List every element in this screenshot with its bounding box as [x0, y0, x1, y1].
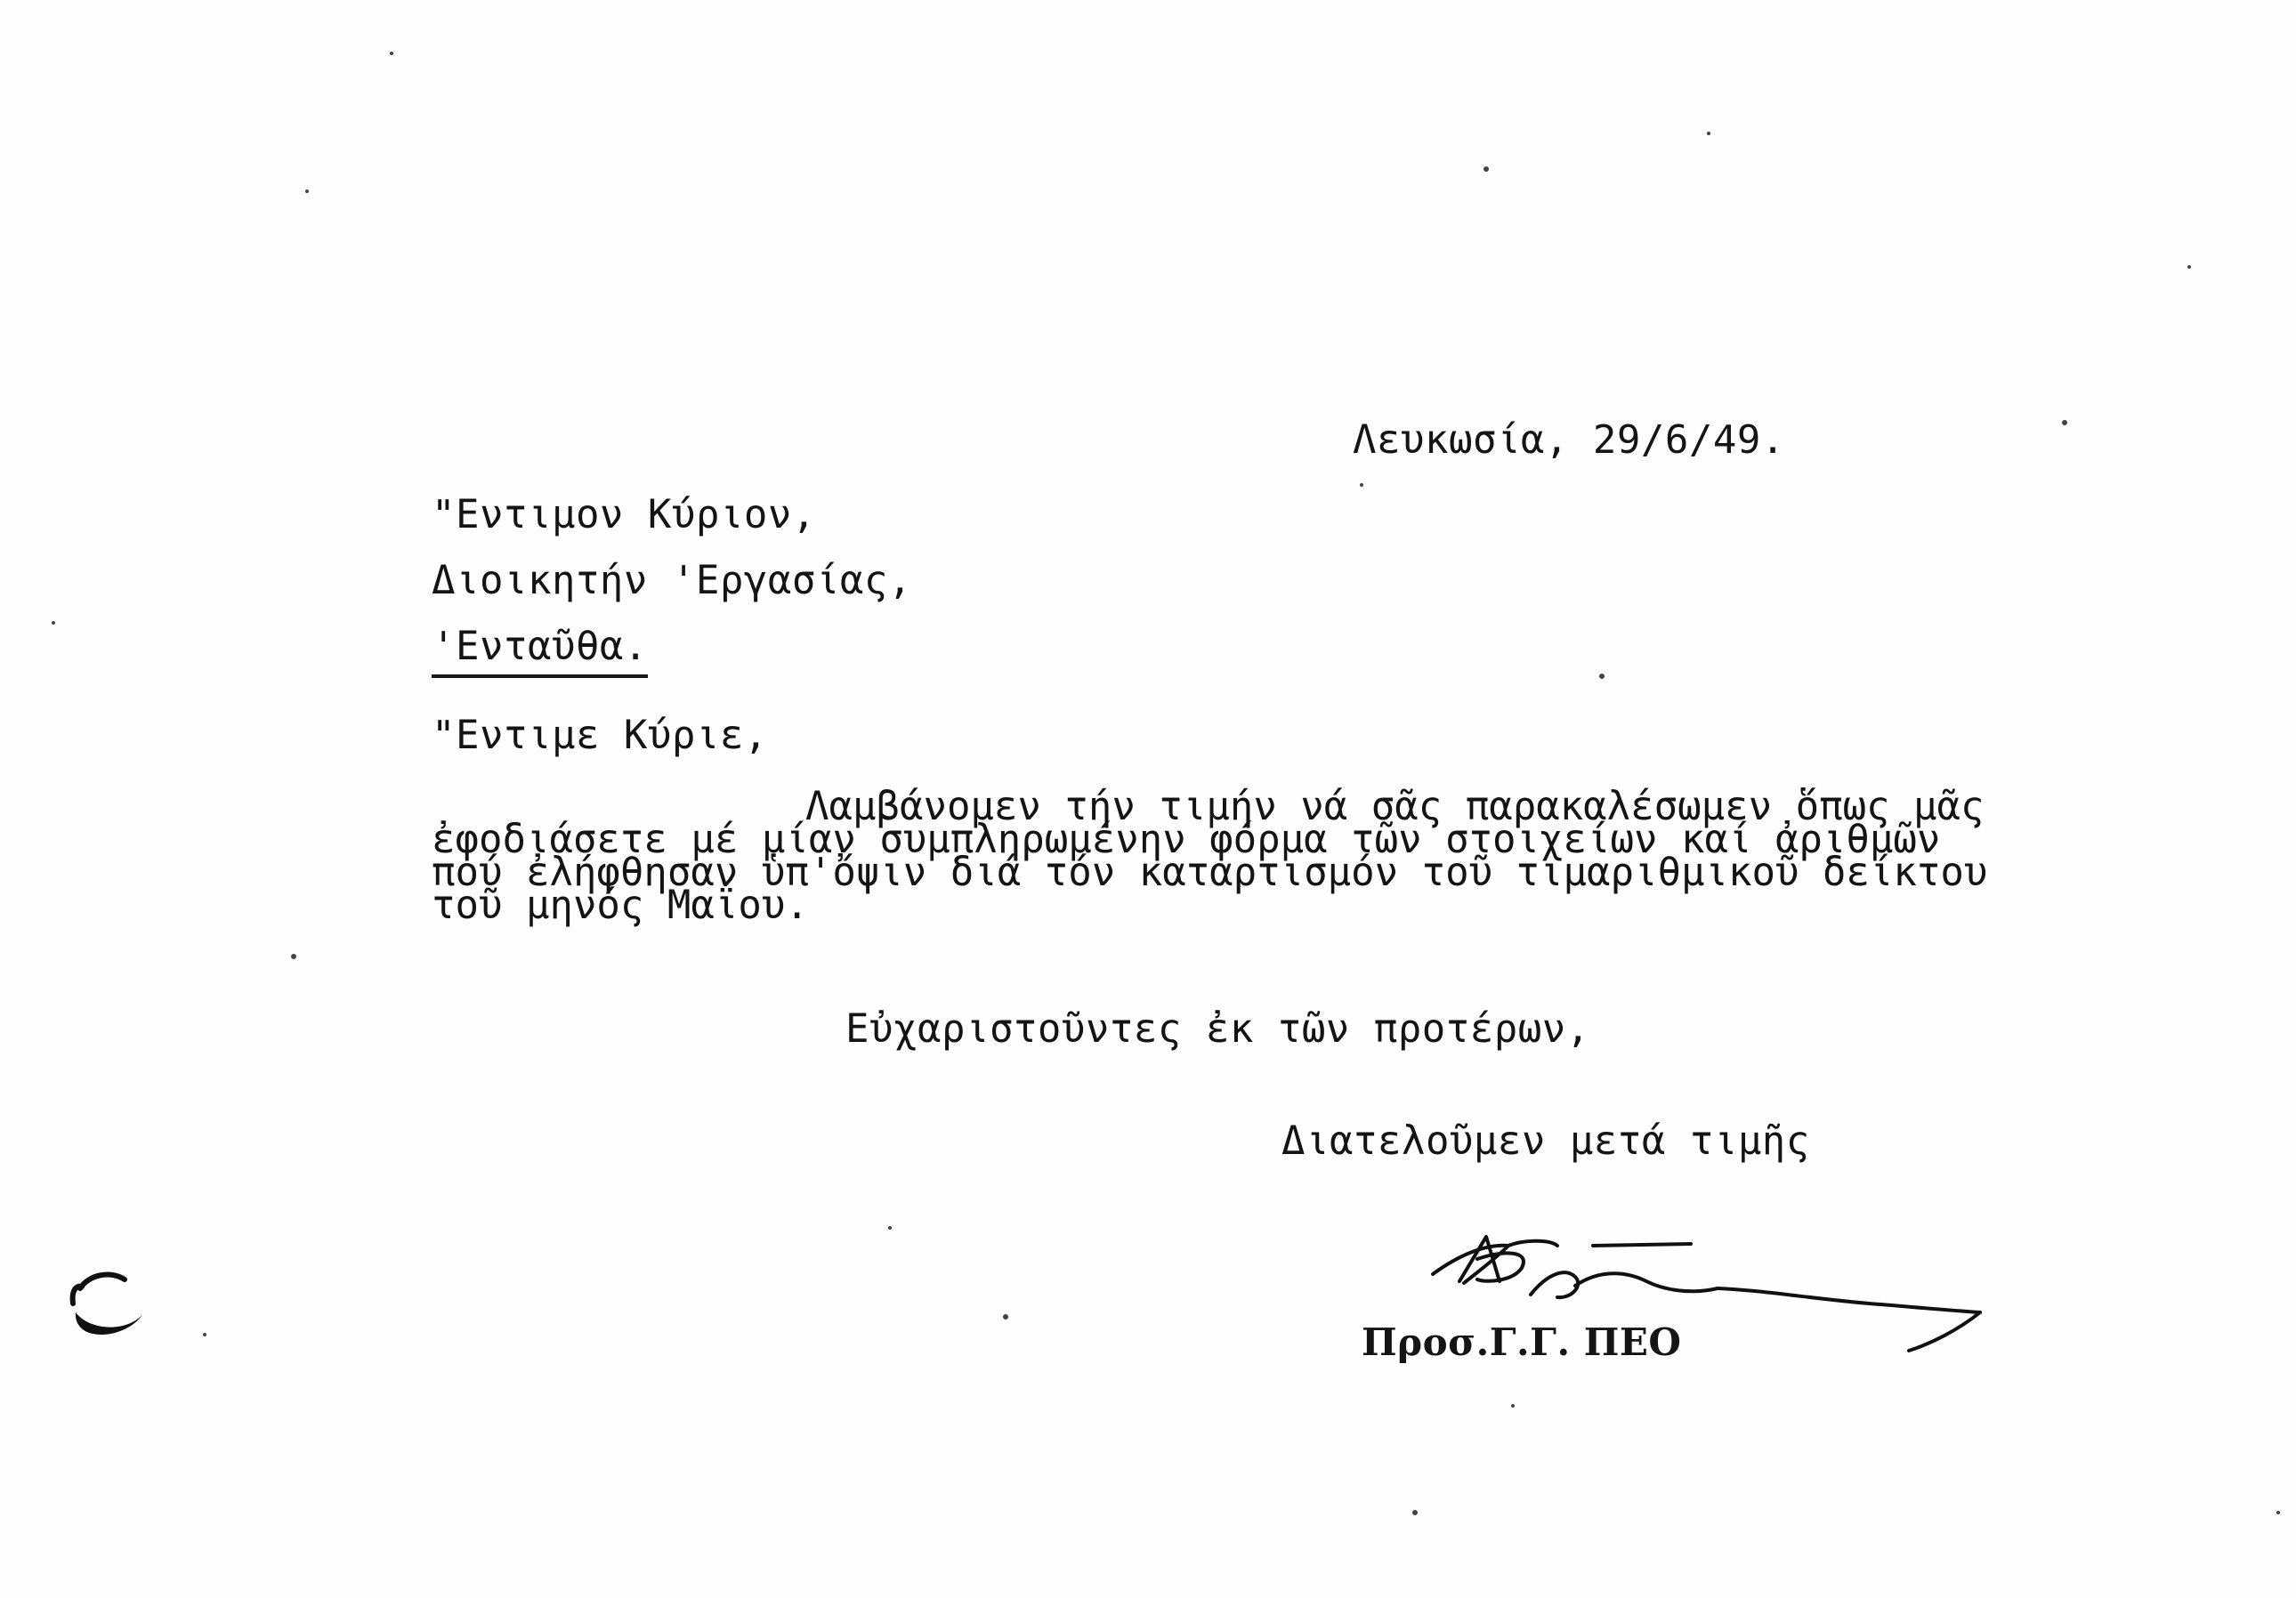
stamp-mark: [62, 1263, 151, 1344]
body-line-1: Λαμβάνομεν τήν τιμήν νά σᾶς παρακαλέσωμεν ὅπως μᾶς: [805, 784, 1985, 829]
recipient-location: 'Ενταῦθα.: [432, 623, 648, 678]
letter-date: Λευκωσία, 29/6/49.: [1353, 417, 1785, 463]
body-line-4: τοῦ μηνός Μαΐου.: [432, 883, 809, 928]
recipient-position: Διοικητήν 'Εργασίας,: [432, 558, 912, 603]
salutation: "Εντιμε Κύριε,: [432, 713, 768, 758]
body-line-3: πού ἐλήφθησαν ὑπ'ὄψιν διά τόν καταρτισμόν τοῦ τιμαριθμικοῦ δείκτου: [432, 850, 1988, 895]
closing-line: Διατελοῦμεν μετά τιμῆς: [1281, 1118, 1810, 1164]
letter-body: [432, 784, 2265, 928]
body-line-2: ἐφοδιάσετε μέ μίαν συμπληρωμένην φόρμα τῶν στοιχείων καί ἀριθμῶν: [432, 817, 1941, 862]
recipient-title: "Εντιμον Κύριον,: [432, 492, 816, 537]
thanks-line: Εὐχαριστοῦντες ἐκ τῶν προτέρων,: [845, 1006, 1590, 1052]
signer: Προσ.Γ.Γ. ΠΕΟ: [1362, 1320, 1682, 1364]
